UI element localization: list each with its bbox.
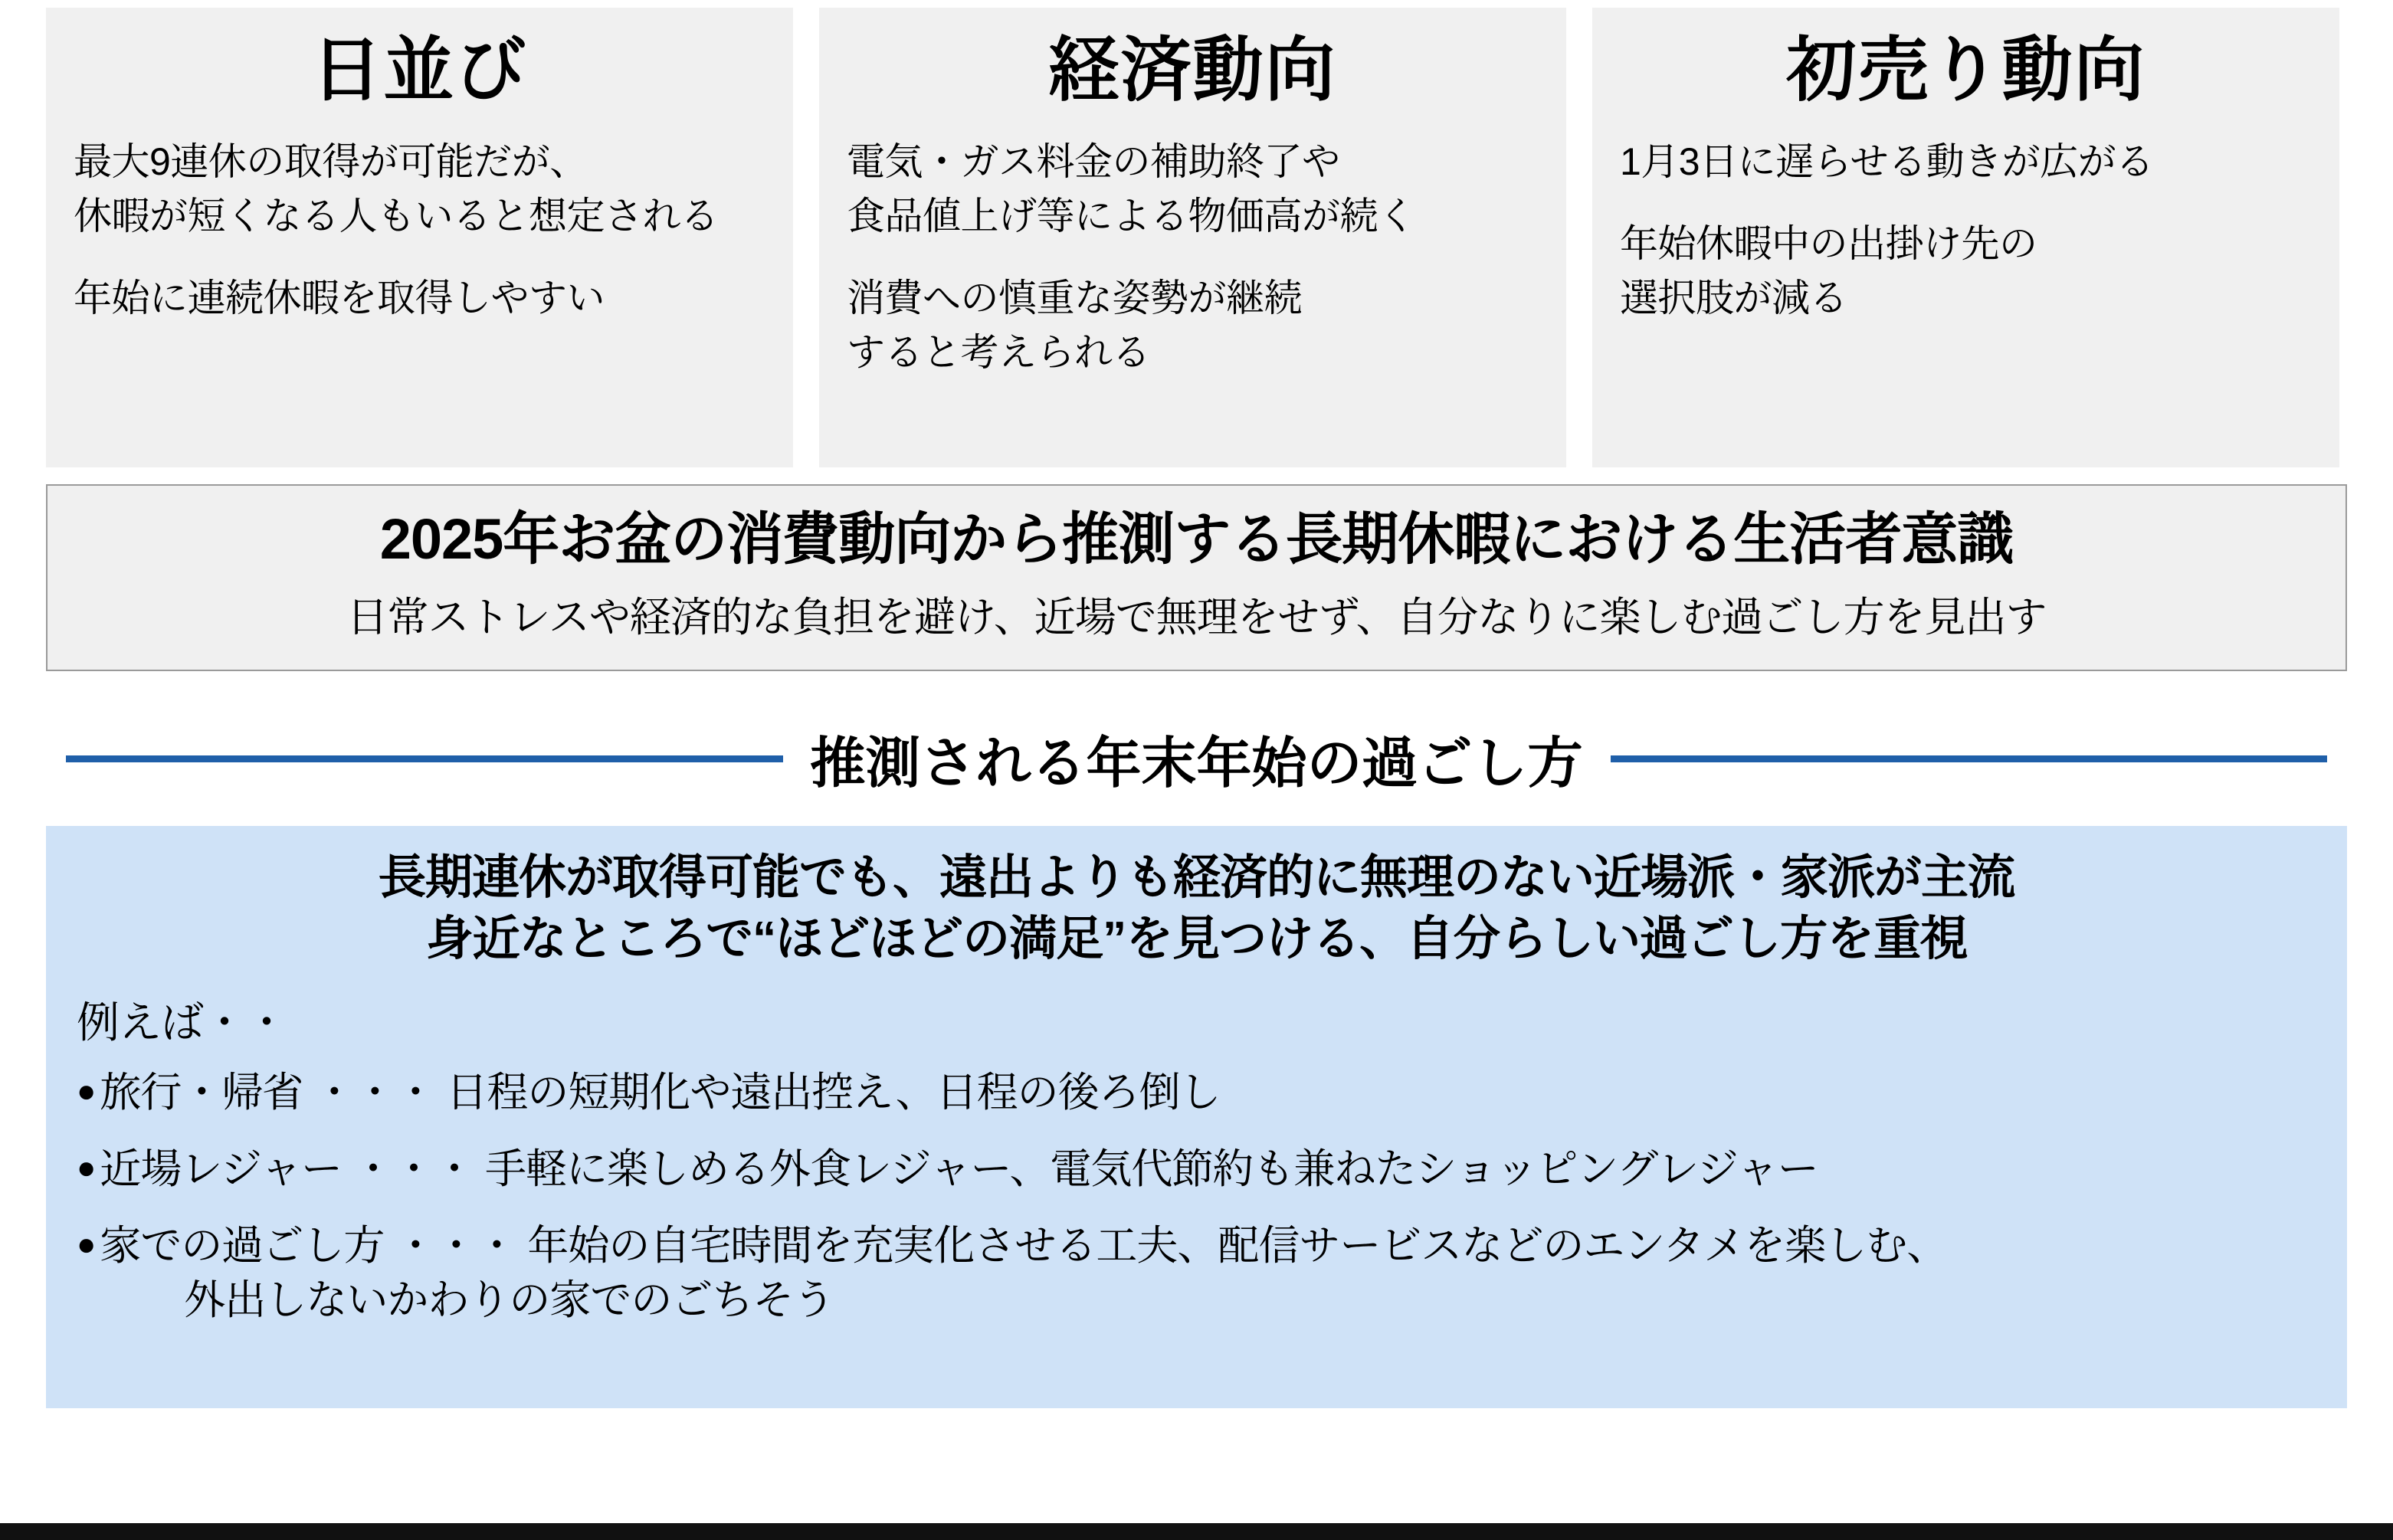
factor-card-paragraph: 年始に連続休暇を取得しやすい xyxy=(74,276,605,319)
summary-subtitle: 日常ストレスや経済的な負担を避け、近場で無理をせず、自分なりに楽しむ過ごし方を見出す xyxy=(346,594,2047,641)
list-item-text: 旅行・帰省 ・・・ 日程の短期化や遠出控え、日程の後ろ倒し xyxy=(100,1070,1221,1116)
divider-line-left xyxy=(66,755,783,762)
summary-title: 2025年お盆の消費動向から推測する長期休暇における生活者意識 xyxy=(379,507,2014,571)
factor-card-paragraph: 消費への慎重な姿勢が継続 すると考えられる xyxy=(847,276,1302,374)
conclusion-panel xyxy=(46,826,2347,1408)
list-item xyxy=(77,1142,2316,1196)
factor-card-title: 日並び xyxy=(311,31,528,110)
list-item-text: 近場レジャー ・・・ 手軽に楽しめる外食レジャー、電気代節約も兼ねたショッピングレジャー xyxy=(100,1146,1818,1193)
factor-card-title: 初売り動向 xyxy=(1785,31,2146,110)
list-item xyxy=(77,1066,2316,1119)
list-item-text xyxy=(100,1219,2316,1326)
list-item-line1: 家での過ごし方 ・・・ 年始の自宅時間を充実化させる工夫、配信サービスなどのエンタメを楽しむ、 xyxy=(100,1223,1948,1270)
examples-intro: 例えば・・ xyxy=(77,998,287,1047)
factor-card-group xyxy=(46,0,2347,467)
factor-card-paragraph: 電気・ガス料金の補助終了や 食品値上げ等による物価高が続く xyxy=(847,139,1416,238)
factor-card-paragraph: 1月3日に遅らせる動きが広がる xyxy=(1620,139,2154,183)
divider-line-right xyxy=(1611,755,2328,762)
section-divider-title: 推測される年末年始の過ごし方 xyxy=(810,733,1583,795)
conclusion-headline-line2: 身近なところで“ほどほどの満足”を見つける、自分らしい過ごし方を重視 xyxy=(425,912,1968,965)
conclusion-headline xyxy=(77,847,2316,969)
bullet-icon: ● xyxy=(77,1226,96,1263)
list-item-line2: 外出しないかわりの家でのごちそう xyxy=(184,1276,834,1323)
factor-card-paragraph: 年始休暇中の出掛け先の 選択肢が減る xyxy=(1620,221,2037,319)
list-item xyxy=(77,1219,2316,1326)
bullet-icon: ● xyxy=(77,1073,96,1109)
factor-card-calendar xyxy=(46,8,793,467)
factor-card-economy xyxy=(819,8,1566,467)
summary-band xyxy=(46,484,2347,671)
conclusion-headline-line1: 長期連休が取得可能でも、遠出よりも経済的に無理のない近場派・家派が主流 xyxy=(378,851,2014,905)
factor-card-paragraph: 最大9連休の取得が可能だが、 休暇が短くなる人もいると想定される xyxy=(74,139,719,238)
bullet-icon: ● xyxy=(77,1149,96,1186)
factor-card-newyear-sale xyxy=(1592,8,2339,467)
factor-card-title: 経済動向 xyxy=(1048,31,1337,110)
section-divider xyxy=(46,719,2347,798)
bottom-accent-bar xyxy=(0,1523,2393,1540)
